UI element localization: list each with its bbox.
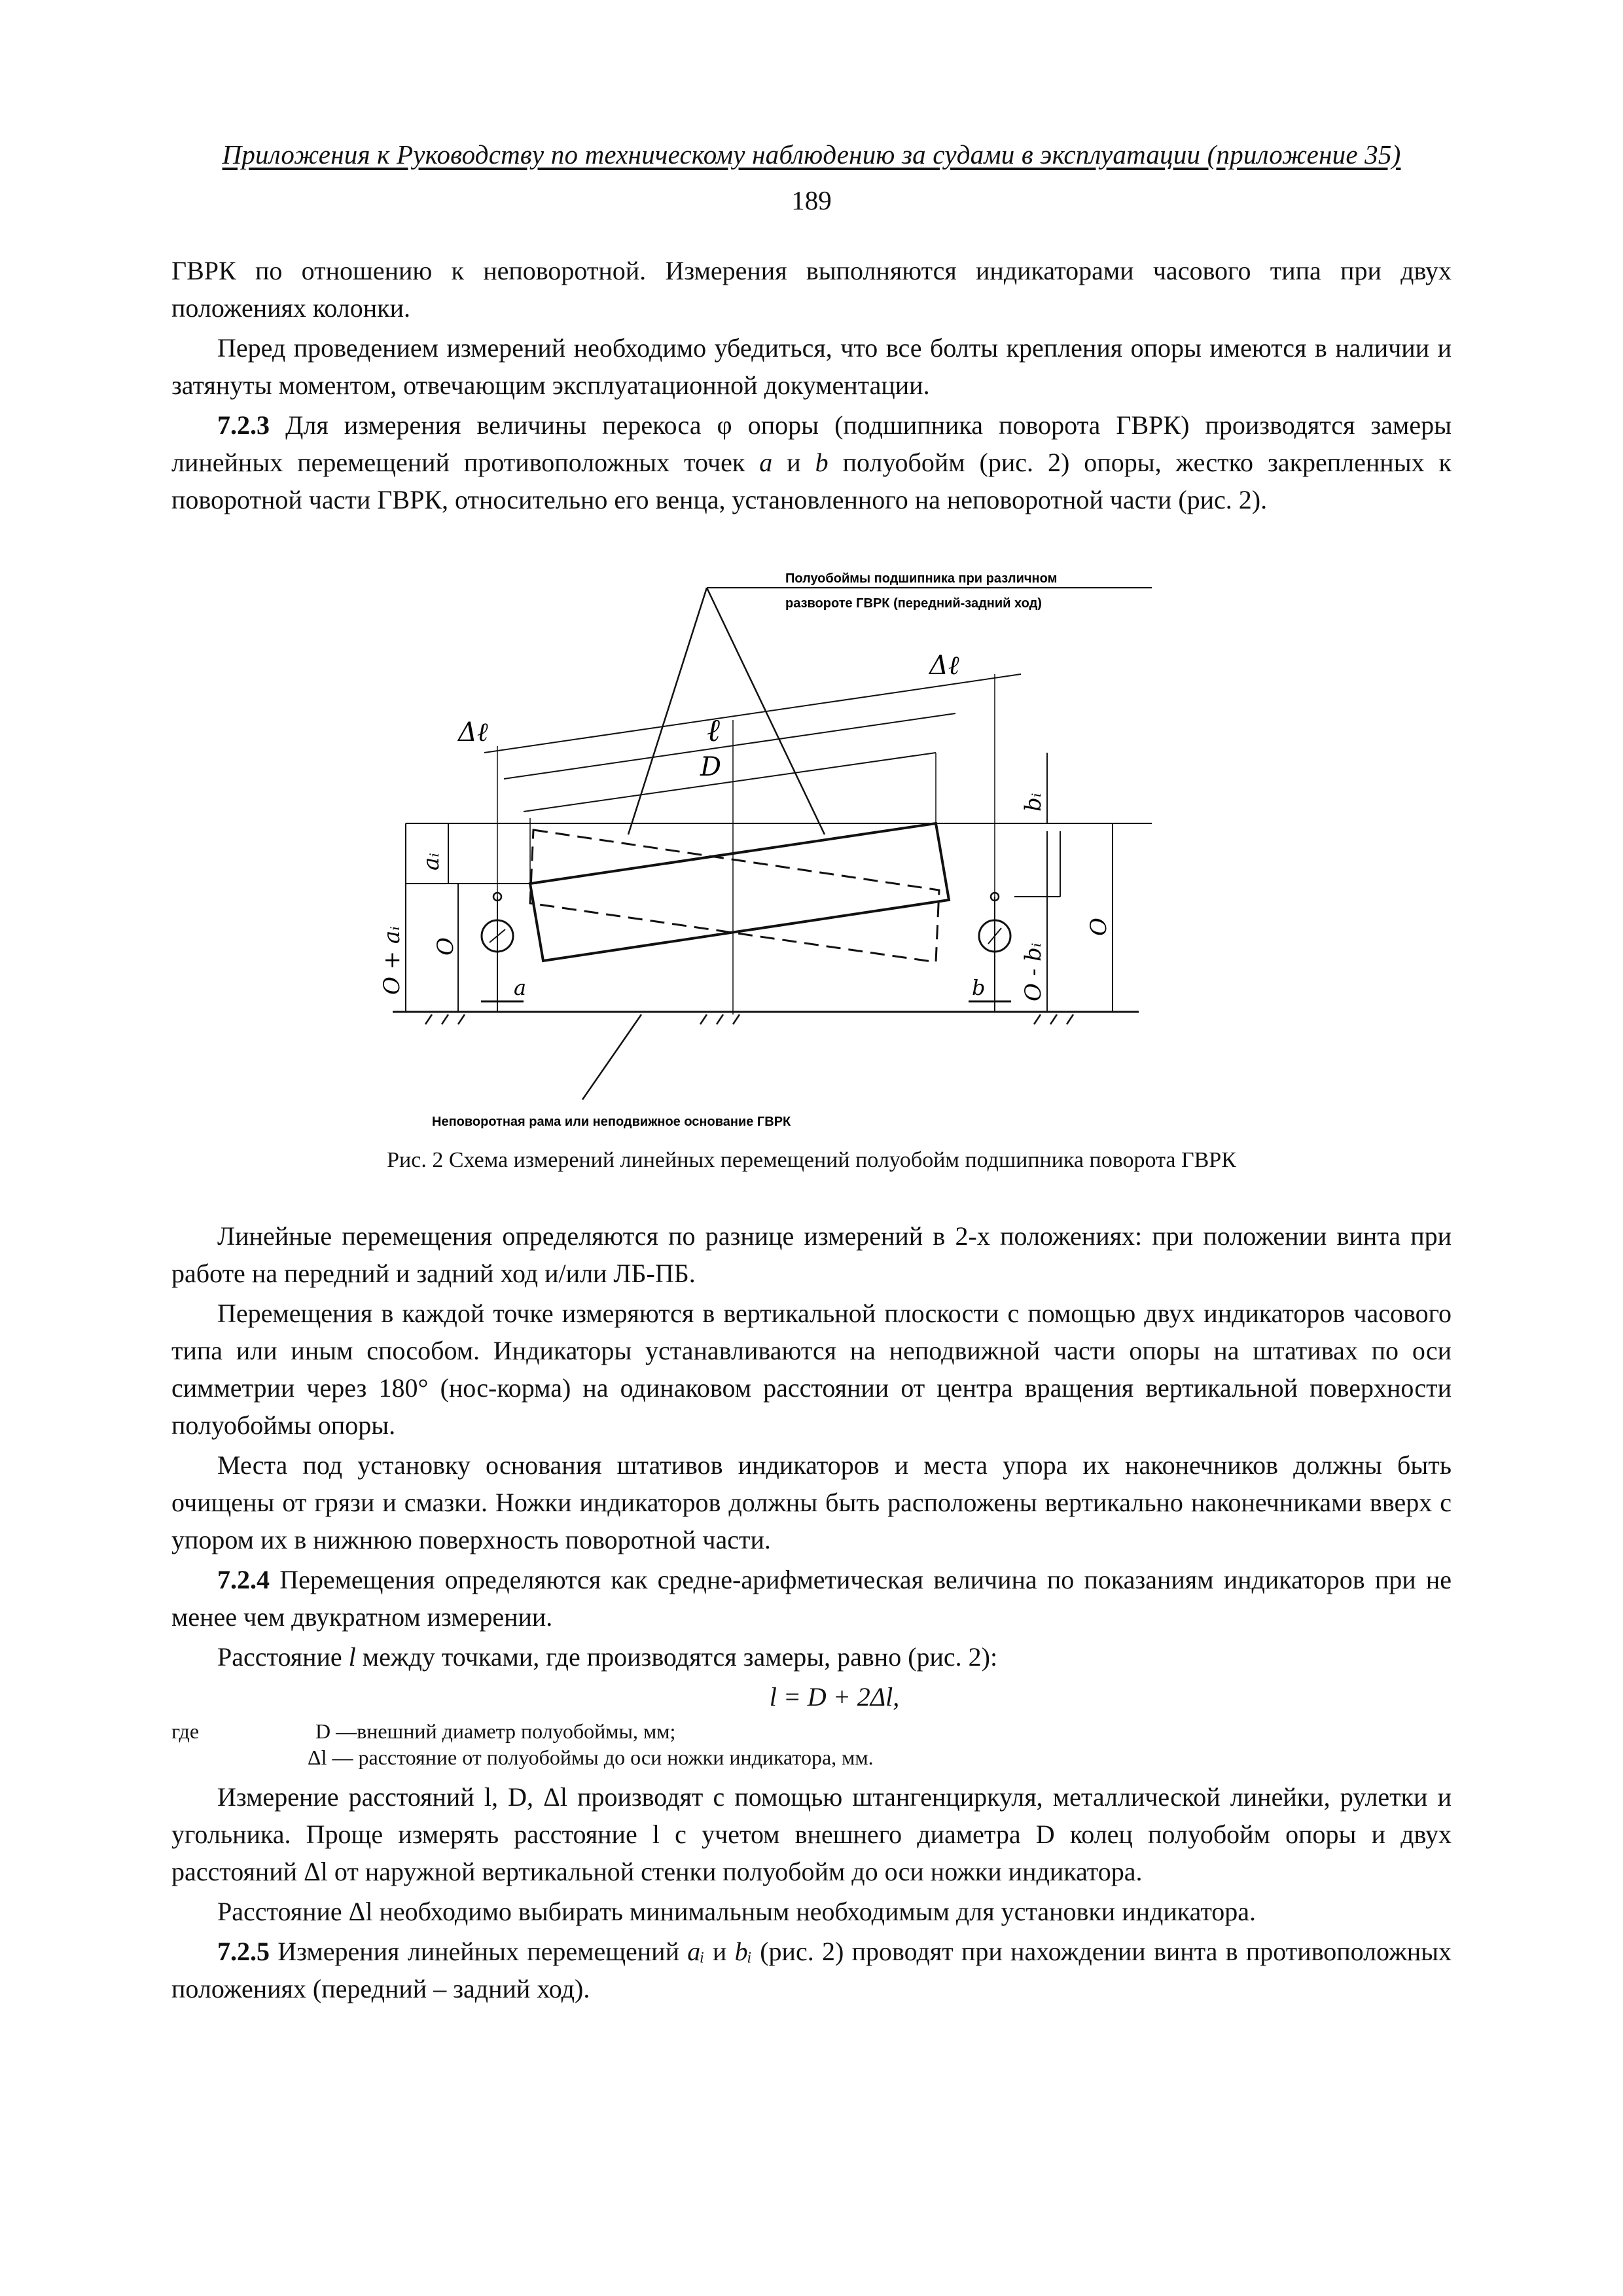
paragraph-7-2-3 (171, 406, 1452, 518)
text-run: Измерения линейных перемещений (270, 1937, 688, 1966)
text-run: и (772, 448, 815, 477)
figure-label-top-1: Полуобоймы подшипника при различном (785, 571, 1058, 586)
text-run: (рис. 2) проводят при нахождении винта в противоположных положениях (передний – задний ход). (171, 1937, 1452, 2003)
measurement-diagram (366, 556, 1152, 1132)
text-run: bᵢ (734, 1937, 752, 1966)
point-a: a (514, 975, 527, 1000)
text-run: и (704, 1937, 735, 1966)
symbol-l: ℓ (707, 712, 720, 749)
paragraph: Линейные перемещения определяются по разнице измерений в 2-х положениях: при положении винта при работе на передний и задний ход и/или ЛБ-ПБ. (171, 1221, 1452, 1288)
symbol-delta-l-left: Δℓ (458, 717, 488, 747)
symbol-O-right: O (1086, 918, 1112, 936)
section-number: 7.2.5 (217, 1937, 270, 1966)
section-number: 7.2.3 (217, 410, 270, 440)
section-number: 7.2.4 (217, 1565, 270, 1594)
text-block-top (171, 252, 1452, 521)
text-run: Перемещения определяются как средне-арифметическая величина по показаниям индикаторов при не менее чем двукратном измерении. (171, 1565, 1452, 1632)
paragraph: Перемещения в каждой точке измеряются в вертикальной плоскости с помощью двух индикаторов часового типа или иным способом. Индикаторы устанавливаются на неподвижной части опоры на штативах по оси симметрии через 180° (нос-корма) на одинаковом расстоянии от центра вращения вертикальной поверхности полуобоймы опоры. (171, 1299, 1452, 1440)
paragraph: Перед проведением измерений необходимо убедиться, что все болты крепления опоры имеются в наличии и затянуты моментом, отвечающим эксплуатационной документации. (171, 333, 1452, 400)
symbol-D: D (700, 752, 722, 782)
text-block-bottom (171, 1217, 1452, 2010)
paragraph: Расстояние Δl необходимо выбирать минимальным необходимым для установки индикатора. (217, 1897, 1257, 1926)
legend-where: где (171, 1719, 200, 1743)
figure-label-top-2: развороте ГВРК (передний-задний ход) (785, 596, 1042, 611)
text-run: между точками, где производятся замеры, равно (рис. 2): (355, 1642, 998, 1672)
symbol-delta-l-right: Δℓ (929, 651, 959, 681)
text-run: полуобойм (рис. 2) опоры, жестко закрепленных к поворотной части ГВРК, относительно его венца, установленного на неповоротной части (рис. 2). (171, 448, 1452, 514)
formula-legend (171, 1718, 1452, 1772)
symbol-O-left: O (433, 937, 459, 956)
figure-caption: Рис. 2 Схема измерений линейных перемещений полуобойм подшипника поворота ГВРК (387, 1148, 1236, 1172)
figure-label-bottom: Неповоротная рама или неподвижное основание ГВРК (432, 1115, 791, 1129)
symbol-ai: aᵢ (418, 852, 444, 870)
point-b: b (972, 975, 986, 1000)
text-run: Для измерения величины перекоса φ опоры (подшипника поворота ГВРК) производятся замеры линейных перемещений противоположных точек (171, 410, 1452, 477)
symbol-O-minus-bi: O - bᵢ (1020, 942, 1046, 1001)
formula: l = D + 2Δl, (769, 1682, 900, 1712)
paragraph-7-2-4 (171, 1561, 1452, 1636)
running-header: Приложения к Руководству по техническому наблюдению за судами в эксплуатации (приложение 35) (222, 139, 1401, 170)
text-run: Расстояние (217, 1642, 349, 1672)
paragraph: Места под установку основания штативов индикаторов и места упора их наконечников должны быть очищены от грязи и смазки. Ножки индикаторов должны быть расположены вертикально наконечниками вверх с упором их в нижнюю поверхность поворотной части. (171, 1450, 1452, 1554)
symbol-O-plus-ai: O + aᵢ (379, 925, 405, 995)
text-run: b (815, 448, 829, 477)
text-run: aᵢ (687, 1937, 705, 1966)
paragraph: Измерение расстояний l, D, Δl производят с помощью штангенциркуля, металлической линейки, рулетки и угольника. Проще измерять расстояние l с учетом внешнего диаметра D колец полуобойм опоры и двух расстояний Δl от наружной вертикальной стенки полуобойм до оси ножки индикатора. (171, 1782, 1452, 1886)
symbol-bi: bᵢ (1020, 793, 1046, 812)
paragraph: ГВРК по отношению к неповоротной. Измерения выполняются индикаторами часового типа при двух положениях колонки. (171, 256, 1452, 323)
text-run: l (348, 1642, 356, 1672)
legend-line-2: Δl — расстояние от полуобоймы до оси ножки индикатора, мм. (308, 1746, 874, 1769)
text-run: a (759, 448, 773, 477)
page-number: 189 (791, 185, 832, 215)
paragraph-7-2-5 (171, 1933, 1452, 2007)
legend-line-1: D —внешний диаметр полуобоймы, мм; (315, 1719, 676, 1743)
paragraph-distance (171, 1638, 1452, 1676)
